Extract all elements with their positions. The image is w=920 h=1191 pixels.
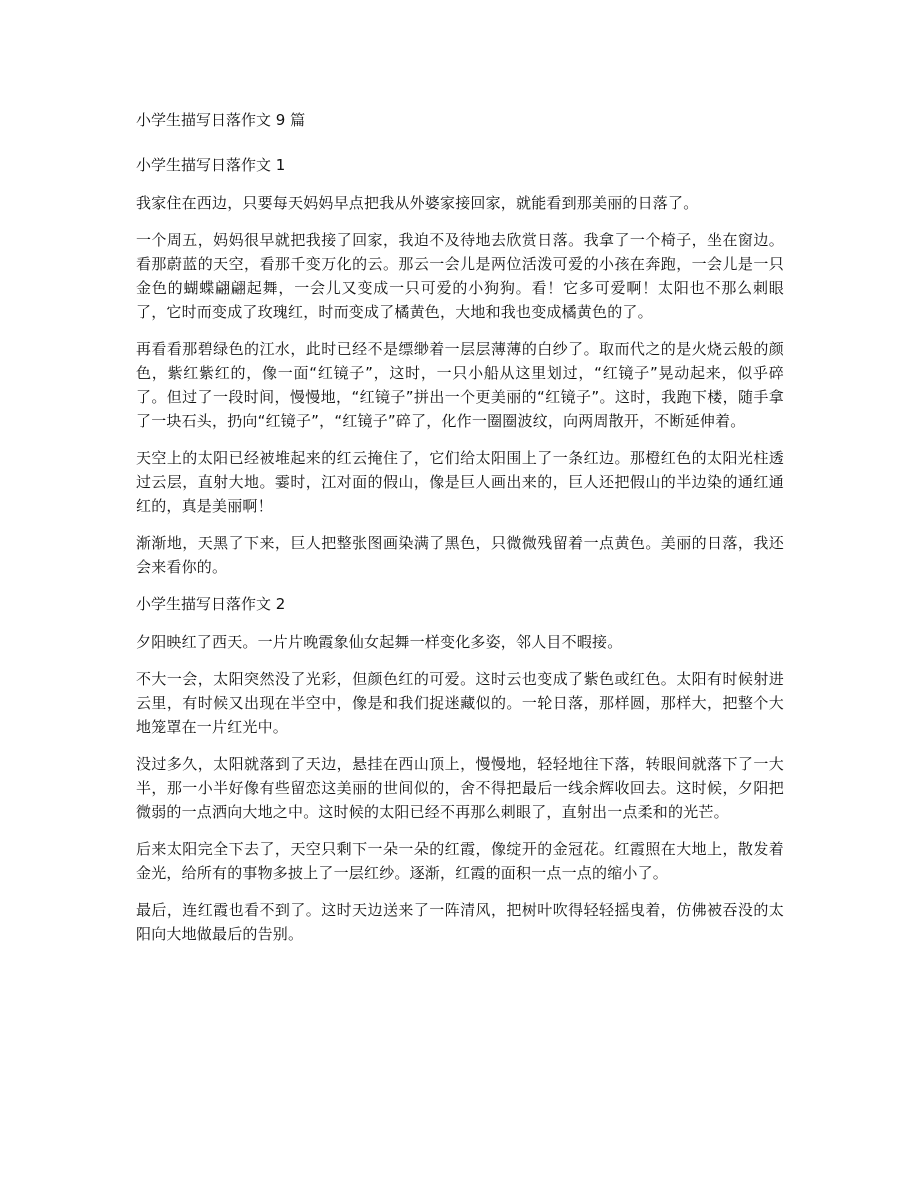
section-heading: 小学生描写日落作文 1 <box>136 156 286 174</box>
paragraph: 不大一会，太阳突然没了光彩，但颜色红的可爱。这时云也变成了紫色或红色。太阳有时候射进云里，有时候又出现在半空中，像是和我们捉迷藏似的。一轮日落，那样圆，那样大，把整个大地笼罩在一片红光中。 <box>136 670 784 736</box>
paragraph: 没过多久，太阳就落到了天边，悬挂在西山顶上，慢慢地，轻轻地往下落，转眼间就落下了一大半，那一小半好像有些留恋这美丽的世间似的，舍不得把最后一线余辉收回去。这时候，夕阳把微弱的一点洒向大地之中。这时候的太阳已经不再那么刺眼了，直射出一点柔和的光芒。 <box>136 755 784 821</box>
essay-section-1 <box>136 153 784 579</box>
paragraph: 再看看那碧绿色的江水，此时已经不是缥缈着一层层薄薄的白纱了。取而代之的是火烧云般的颜色，紫红紫红的，像一面“红镜子”，这时，一只小船从这里划过，“红镜子”晃动起来，似乎碎了。但过了一段时间，慢慢地，“红镜子”拼出一个更美丽的“红镜子”。这时，我跑下楼，随手拿了一块石头，扔向“红镜子”，“红镜子”碎了，化作一圈圈波纹，向两周散开，不断延伸着。 <box>136 340 784 430</box>
paragraph: 我家住在西边，只要每天妈妈早点把我从外婆家接回家，就能看到那美丽的日落了。 <box>136 194 699 212</box>
paragraph: 天空上的太阳已经被堆起来的红云掩住了，它们给太阳围上了一条红边。那橙红色的太阳光柱透过云层，直射大地。霎时，江对面的假山，像是巨人画出来的，巨人还把假山的半边染的通红通红的，真是美丽啊！ <box>136 449 784 515</box>
essay-section-2 <box>136 592 784 946</box>
paragraph: 一个周五，妈妈很早就把我接了回家，我迫不及待地去欣赏日落。我拿了一个椅子，坐在窗边。看那蔚蓝的天空，看那千变万化的云。那云一会儿是两位活泼可爱的小孩在奔跑，一会儿是一只金色的蝴蝶翩翩起舞，一会儿又变成一只可爱的小狗狗。看！它多可爱啊！太阳也不那么刺眼了，它时而变成了玫瑰红，时而变成了橘黄色，大地和我也变成橘黄色的了。 <box>136 231 784 321</box>
paragraph: 最后，连红霞也看不到了。这时天边送来了一阵清风，把树叶吹得轻轻摇曳着，仿佛被吞没的太阳向大地做最后的告别。 <box>136 901 784 943</box>
paragraph: 渐渐地，天黑了下来，巨人把整张图画染满了黑色，只微微残留着一点黄色。美丽的日落，我还会来看你的。 <box>136 534 784 576</box>
document-page <box>136 108 784 959</box>
paragraph: 后来太阳完全下去了，天空只剩下一朵一朵的红霞，像绽开的金冠花。红霞照在大地上，散发着金光，给所有的事物多披上了一层红纱。逐渐，红霞的面积一点一点的缩小了。 <box>136 840 784 882</box>
document-title: 小学生描写日落作文 9 篇 <box>136 111 306 129</box>
paragraph: 夕阳映红了西天。一片片晚霞象仙女起舞一样变化多姿，邻人目不暇接。 <box>136 633 623 651</box>
section-heading: 小学生描写日落作文 2 <box>136 595 286 613</box>
